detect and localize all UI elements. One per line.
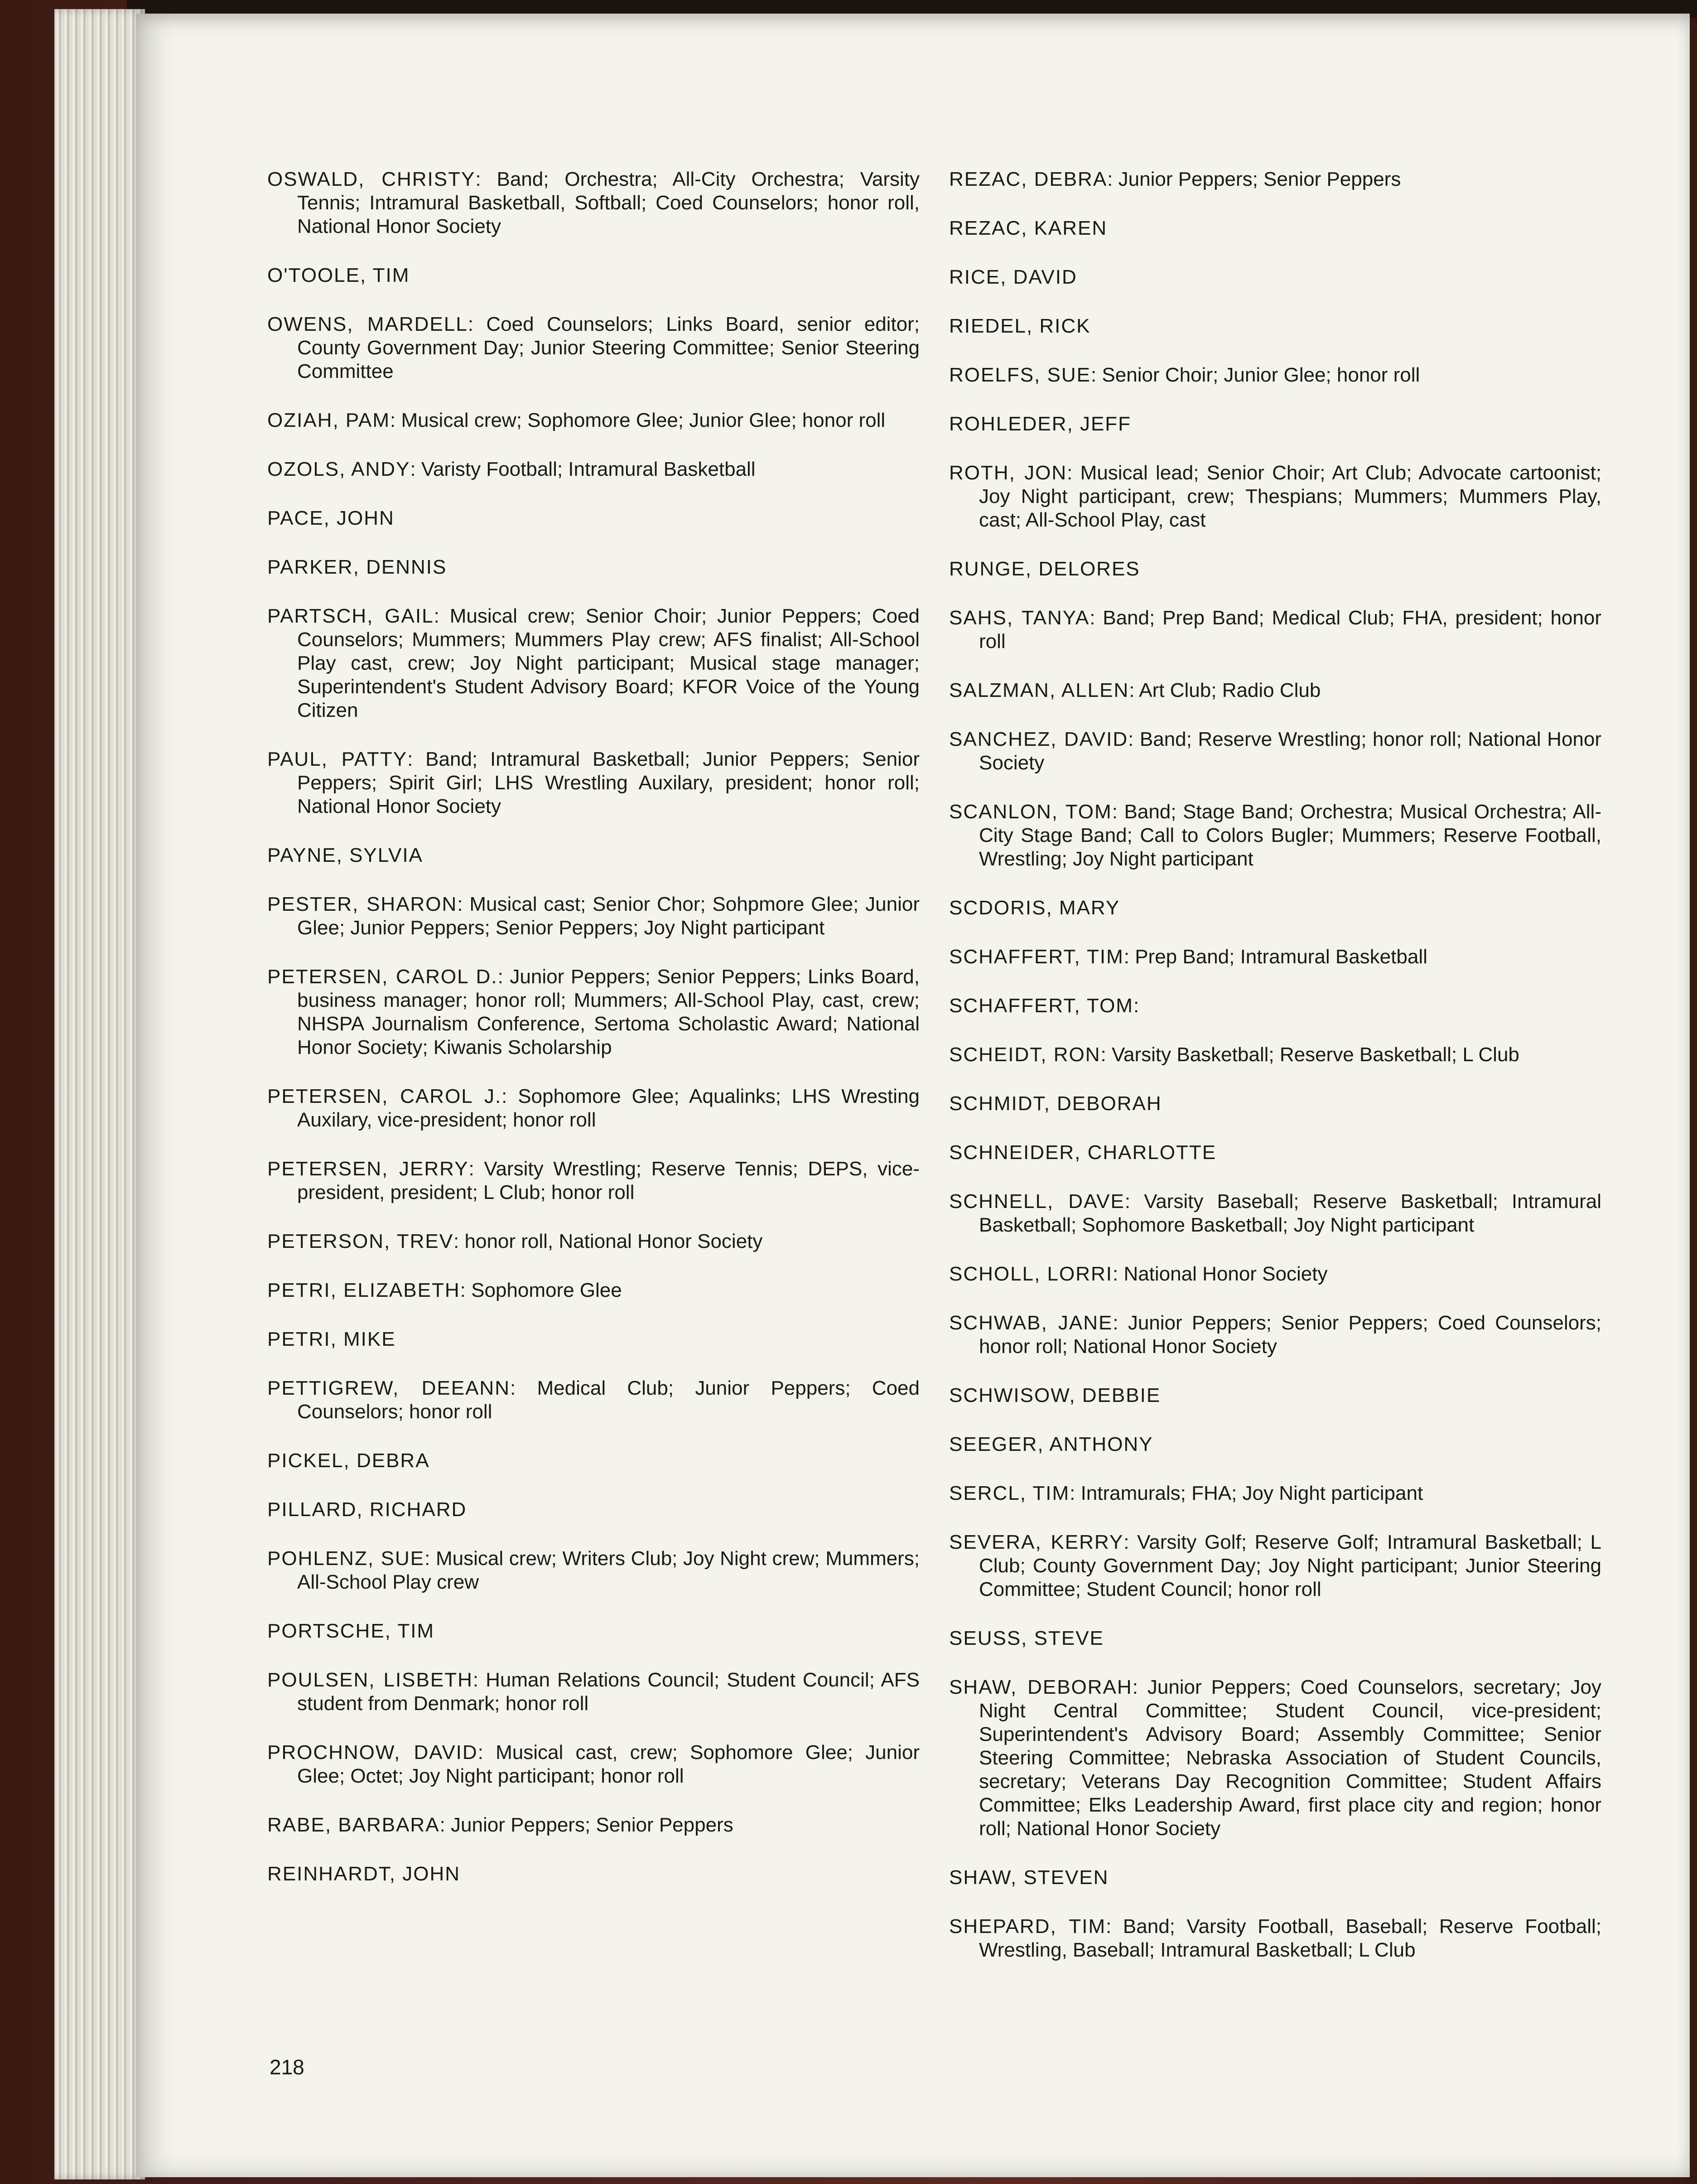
senior-name: PICKEL, DEBRA [267, 1450, 430, 1472]
senior-entry [949, 168, 1601, 191]
senior-entry [949, 1676, 1601, 1841]
senior-name: RICE, DAVID [949, 266, 1077, 288]
senior-activities: Human Relations Council; Student Council; AFS student from Denmark; honor roll [297, 1669, 920, 1715]
senior-activities: Sophomore Glee [471, 1279, 622, 1301]
name-separator: : [510, 1377, 537, 1399]
senior-entry [949, 1141, 1601, 1164]
name-separator: : [453, 1230, 465, 1252]
name-separator: : [460, 1279, 472, 1301]
senior-name: PETRI, ELIZABETH [267, 1279, 460, 1301]
name-separator: : [468, 1158, 484, 1180]
name-separator: : [497, 966, 510, 988]
senior-name: PAUL, PATTY [267, 748, 408, 770]
senior-name: REZAC, DEBRA [949, 168, 1108, 190]
senior-name: PARKER, DENNIS [267, 556, 447, 578]
senior-name: SHAW, DEBORAH [949, 1676, 1133, 1698]
senior-activities: honor roll, National Honor Society [464, 1230, 763, 1252]
senior-name: SCHWISOW, DEBBIE [949, 1384, 1161, 1406]
senior-name: ROELFS, SUE [949, 364, 1091, 386]
senior-entry [267, 1279, 920, 1302]
senior-entry [267, 965, 920, 1059]
name-separator: : [1123, 946, 1135, 968]
name-separator: : [1067, 462, 1080, 484]
senior-entry [949, 1627, 1601, 1650]
senior-activities: Musical crew; Senior Choir; Junior Peppers; Coed Counselors; Mummers; Mummers Play crew; AFS finalist; All-School Play cast, crew; Joy Night participant; Musical stage manager; Superintendent's Student Advisory Board; KFOR Voice of the Young Citizen [297, 605, 920, 721]
senior-name: PETERSEN, CAROL D. [267, 966, 498, 988]
senior-name: SCDORIS, MARY [949, 897, 1120, 919]
senior-activities: Band; Prep Band; Medical Club; FHA, president; honor roll [979, 607, 1601, 652]
name-separator: : [1132, 1676, 1147, 1698]
senior-entry [949, 1311, 1601, 1358]
senior-entry [267, 507, 920, 530]
senior-entry [949, 994, 1601, 1018]
senior-name: SCHAFFERT, TOM [949, 995, 1133, 1017]
senior-entry [267, 604, 920, 722]
senior-name: PETTIGREW, DEEANN [267, 1377, 510, 1399]
right-column [949, 168, 1601, 1987]
senior-entry [267, 409, 920, 432]
senior-entry [949, 412, 1601, 436]
senior-name: SCHNEIDER, CHARLOTTE [949, 1141, 1217, 1164]
senior-activities: Band; Varsity Football, Baseball; Reserve Football; Wrestling, Baseball; Intramural Basketball; L Club [979, 1915, 1602, 1961]
senior-name: SEEGER, ANTHONY [949, 1433, 1153, 1455]
senior-entry [949, 679, 1601, 702]
senior-name: PETRI, MIKE [267, 1328, 396, 1350]
senior-name: REINHARDT, JOHN [267, 1863, 461, 1885]
name-separator: : [1112, 1263, 1124, 1285]
name-separator: : [410, 458, 421, 480]
senior-name: ROTH, JON [949, 462, 1067, 484]
name-separator: : [390, 409, 401, 431]
name-separator: : [407, 748, 426, 770]
senior-name: SCANLON, TOM [949, 801, 1112, 823]
senior-name: SCHEIDT, RON [949, 1044, 1101, 1066]
senior-name: OZIAH, PAM [267, 409, 390, 431]
senior-entry [267, 168, 920, 238]
name-separator: : [457, 893, 470, 915]
senior-name: SHAW, STEVEN [949, 1866, 1109, 1889]
senior-activities: Musical cast; Senior Chor; Sohpmore Glee; Junior Glee; Junior Peppers; Senior Peppers; Joy Night participant [297, 893, 920, 939]
senior-entry [267, 313, 920, 383]
name-separator: : [1106, 1915, 1123, 1938]
senior-entry [949, 945, 1601, 969]
senior-entry [267, 1157, 920, 1204]
senior-name: PILLARD, RICHARD [267, 1498, 467, 1521]
senior-entry [949, 1262, 1601, 1286]
name-separator: : [472, 1669, 486, 1691]
senior-activities: Musical crew; Sophomore Glee; Junior Glee; honor roll [401, 409, 886, 431]
senior-activities: Musical cast, crew; Sophomore Glee; Junior Glee; Octet; Joy Night participant; honor roll [297, 1741, 920, 1787]
senior-name: PAYNE, SYLVIA [267, 844, 423, 866]
senior-entry [949, 896, 1601, 920]
senior-name: RABE, BARBARA [267, 1814, 440, 1836]
senior-entry [949, 1384, 1601, 1407]
senior-activities: Junior Peppers; Coed Counselors, secretary; Joy Night Central Committee; Student Council, vice-president; Superintendent's Advisory Board; Assembly Committee; Senior Steering Committee; Nebraska Association of Student Councils, secretary; Veterans Day Recognition Committee; Student Affairs Committee; Elks Leadership Award, first place city and region; honor roll; National Honor Society [979, 1676, 1602, 1840]
senior-activities: Varsity Wrestling; Reserve Tennis; DEPS, vice-president, president; L Club; honor roll [297, 1158, 920, 1203]
senior-name: PROCHNOW, DAVID [267, 1741, 478, 1764]
senior-activities: Varsity Golf; Reserve Golf; Intramural Basketball; L Club; County Government Day; Joy Night participant; Junior Steering Committee; Student Council; honor roll [979, 1531, 1601, 1600]
yearbook-page [136, 14, 1690, 2177]
senior-activities: Medical Club; Junior Peppers; Coed Counselors; honor roll [297, 1377, 920, 1423]
senior-entry [267, 1547, 920, 1594]
senior-name: SEUSS, STEVE [949, 1627, 1104, 1649]
senior-entry [949, 1190, 1601, 1237]
senior-entry [267, 748, 920, 818]
senior-activities: Varsity Basketball; Reserve Basketball; L Club [1111, 1044, 1519, 1066]
senior-name: SCHOLL, LORRI [949, 1263, 1113, 1285]
senior-name: SALZMAN, ALLEN [949, 679, 1129, 701]
senior-entry [267, 1377, 920, 1424]
name-separator: : [468, 313, 487, 335]
senior-name: PETERSEN, CAROL J. [267, 1085, 502, 1107]
senior-entry [949, 1915, 1601, 1962]
senior-name: OSWALD, CHRISTY [267, 168, 476, 190]
senior-entry [949, 606, 1601, 653]
senior-name: RIEDEL, RICK [949, 315, 1091, 337]
senior-name: SHEPARD, TIM [949, 1915, 1106, 1938]
senior-entry [949, 314, 1601, 338]
senior-entry [267, 1668, 920, 1715]
page-stack-edge [54, 9, 145, 2179]
senior-entry [267, 556, 920, 579]
senior-entry [949, 728, 1601, 775]
name-separator: : [1070, 1482, 1081, 1504]
senior-activities: Band; Stage Band; Orchestra; Musical Orchestra; All-City Stage Band; Call to Colors Bugler; Mummers; Reserve Football, Wrestling; Joy Night participant [979, 801, 1601, 870]
senior-name: SCHWAB, JANE [949, 1312, 1113, 1334]
name-separator: : [1090, 364, 1102, 386]
senior-name: PACE, JOHN [267, 507, 395, 529]
name-separator: : [501, 1085, 518, 1107]
senior-name: SANCHEZ, DAVID [949, 728, 1128, 750]
senior-entry [267, 1085, 920, 1132]
senior-name: ROHLEDER, JEFF [949, 413, 1132, 435]
name-separator: : [439, 1814, 451, 1836]
name-separator: : [1112, 801, 1124, 823]
senior-name: PORTSCHE, TIM [267, 1620, 435, 1642]
senior-activities: Prep Band; Intramural Basketball [1135, 946, 1427, 968]
senior-activities: Band; Reserve Wrestling; honor roll; National Honor Society [979, 728, 1602, 774]
senior-entry [949, 1043, 1601, 1067]
senior-entry [949, 557, 1601, 581]
senior-activities: Art Club; Radio Club [1139, 679, 1321, 701]
senior-entry [949, 1531, 1601, 1601]
name-separator: : [477, 1741, 496, 1764]
senior-entry [267, 1619, 920, 1643]
senior-activities: Band; Orchestra; All-City Orchestra; Varsity Tennis; Intramural Basketball, Softball; Coed Counselors; honor roll, National Honor Society [297, 168, 920, 237]
name-separator: : [1100, 1044, 1112, 1066]
senior-name: SCHAFFERT, TIM [949, 946, 1124, 968]
senior-activities: Junior Peppers; Senior Peppers; Links Board, business manager; honor roll; Mummers; All-School Play, cast, crew; NHSPA Journalism Conference, Sertoma Scholastic Award; National Honor Society; Kiwanis Scholarship [297, 966, 920, 1058]
page-number: 218 [270, 2055, 304, 2079]
senior-entry [267, 1328, 920, 1351]
senior-entry [949, 1092, 1601, 1116]
senior-entry [949, 1866, 1601, 1889]
senior-name: SEVERA, KERRY [949, 1531, 1124, 1553]
senior-name: SCHMIDT, DEBORAH [949, 1092, 1162, 1115]
name-separator: : [1133, 995, 1139, 1017]
senior-name: SAHS, TANYA [949, 607, 1090, 629]
senior-name: PESTER, SHARON [267, 893, 458, 915]
senior-name: POHLENZ, SUE [267, 1547, 425, 1570]
senior-activities: Junior Peppers; Senior Peppers [1118, 168, 1401, 190]
name-separator: : [1090, 607, 1103, 629]
senior-entry [267, 844, 920, 867]
senior-name: PETERSEN, JERRY [267, 1158, 469, 1180]
senior-name: SCHNELL, DAVE [949, 1190, 1125, 1213]
senior-entry [267, 1498, 920, 1522]
name-separator: : [424, 1547, 436, 1570]
name-separator: : [1128, 728, 1140, 750]
senior-activities: Musical lead; Senior Choir; Art Club; Advocate cartoonist; Joy Night participant, crew; Thespians; Mummers; Mummers Play, cast; All-School Play, cast [979, 462, 1602, 531]
name-separator: : [475, 168, 497, 190]
senior-name: OWENS, MARDELL [267, 313, 468, 335]
senior-name: RUNGE, DELORES [949, 558, 1140, 580]
senior-entry [267, 893, 920, 940]
senior-name: PARTSCH, GAIL [267, 605, 434, 627]
senior-activities: Junior Peppers; Senior Peppers [451, 1814, 733, 1836]
senior-name: SERCL, TIM [949, 1482, 1070, 1504]
senior-entry [267, 1813, 920, 1837]
senior-entry [267, 458, 920, 481]
senior-entry [949, 363, 1601, 387]
name-separator: : [1107, 168, 1118, 190]
left-column [267, 168, 920, 1911]
senior-activities: Coed Counselors; Links Board, senior editor; County Government Day; Junior Steering Committee; Senior Steering Committee [297, 313, 920, 382]
senior-entry [949, 217, 1601, 240]
senior-entry [949, 1433, 1601, 1456]
senior-activities: Varisty Football; Intramural Basketball [421, 458, 756, 480]
name-separator: : [1124, 1190, 1144, 1213]
name-separator: : [1113, 1312, 1128, 1334]
senior-activities: Senior Choir; Junior Glee; honor roll [1102, 364, 1420, 386]
senior-entry [949, 266, 1601, 289]
senior-activities: Intramurals; FHA; Joy Night participant [1080, 1482, 1423, 1504]
senior-entry [949, 461, 1601, 532]
senior-activities: Sophomore Glee; Aqualinks; LHS Wresting Auxilary, vice-president; honor roll [297, 1085, 920, 1131]
name-separator: : [1129, 679, 1139, 701]
senior-name: REZAC, KAREN [949, 217, 1108, 239]
name-separator: : [1123, 1531, 1138, 1553]
senior-entry [267, 1449, 920, 1473]
senior-activities: Band; Intramural Basketball; Junior Peppers; Senior Peppers; Spirit Girl; LHS Wrestling Auxilary, president; honor roll; National Honor Society [297, 748, 920, 817]
senior-entry [267, 1741, 920, 1788]
name-separator: : [434, 605, 450, 627]
senior-name: O'TOOLE, TIM [267, 264, 410, 286]
senior-name: OZOLS, ANDY [267, 458, 410, 480]
senior-name: PETERSON, TREV [267, 1230, 454, 1252]
senior-activities: Varsity Baseball; Reserve Basketball; Intramural Basketball; Sophomore Basketball; Joy Night participant [979, 1190, 1601, 1236]
senior-name: POULSEN, LISBETH [267, 1669, 473, 1691]
senior-entry [949, 800, 1601, 871]
senior-activities: Junior Peppers; Senior Peppers; Coed Counselors; honor roll; National Honor Society [979, 1312, 1601, 1358]
senior-entry [949, 1482, 1601, 1505]
senior-entry [267, 264, 920, 287]
senior-entry [267, 1230, 920, 1253]
senior-entry [267, 1862, 920, 1886]
senior-activities: National Honor Society [1123, 1263, 1328, 1285]
senior-activities: Musical crew; Writers Club; Joy Night crew; Mummers; All-School Play crew [297, 1547, 920, 1593]
